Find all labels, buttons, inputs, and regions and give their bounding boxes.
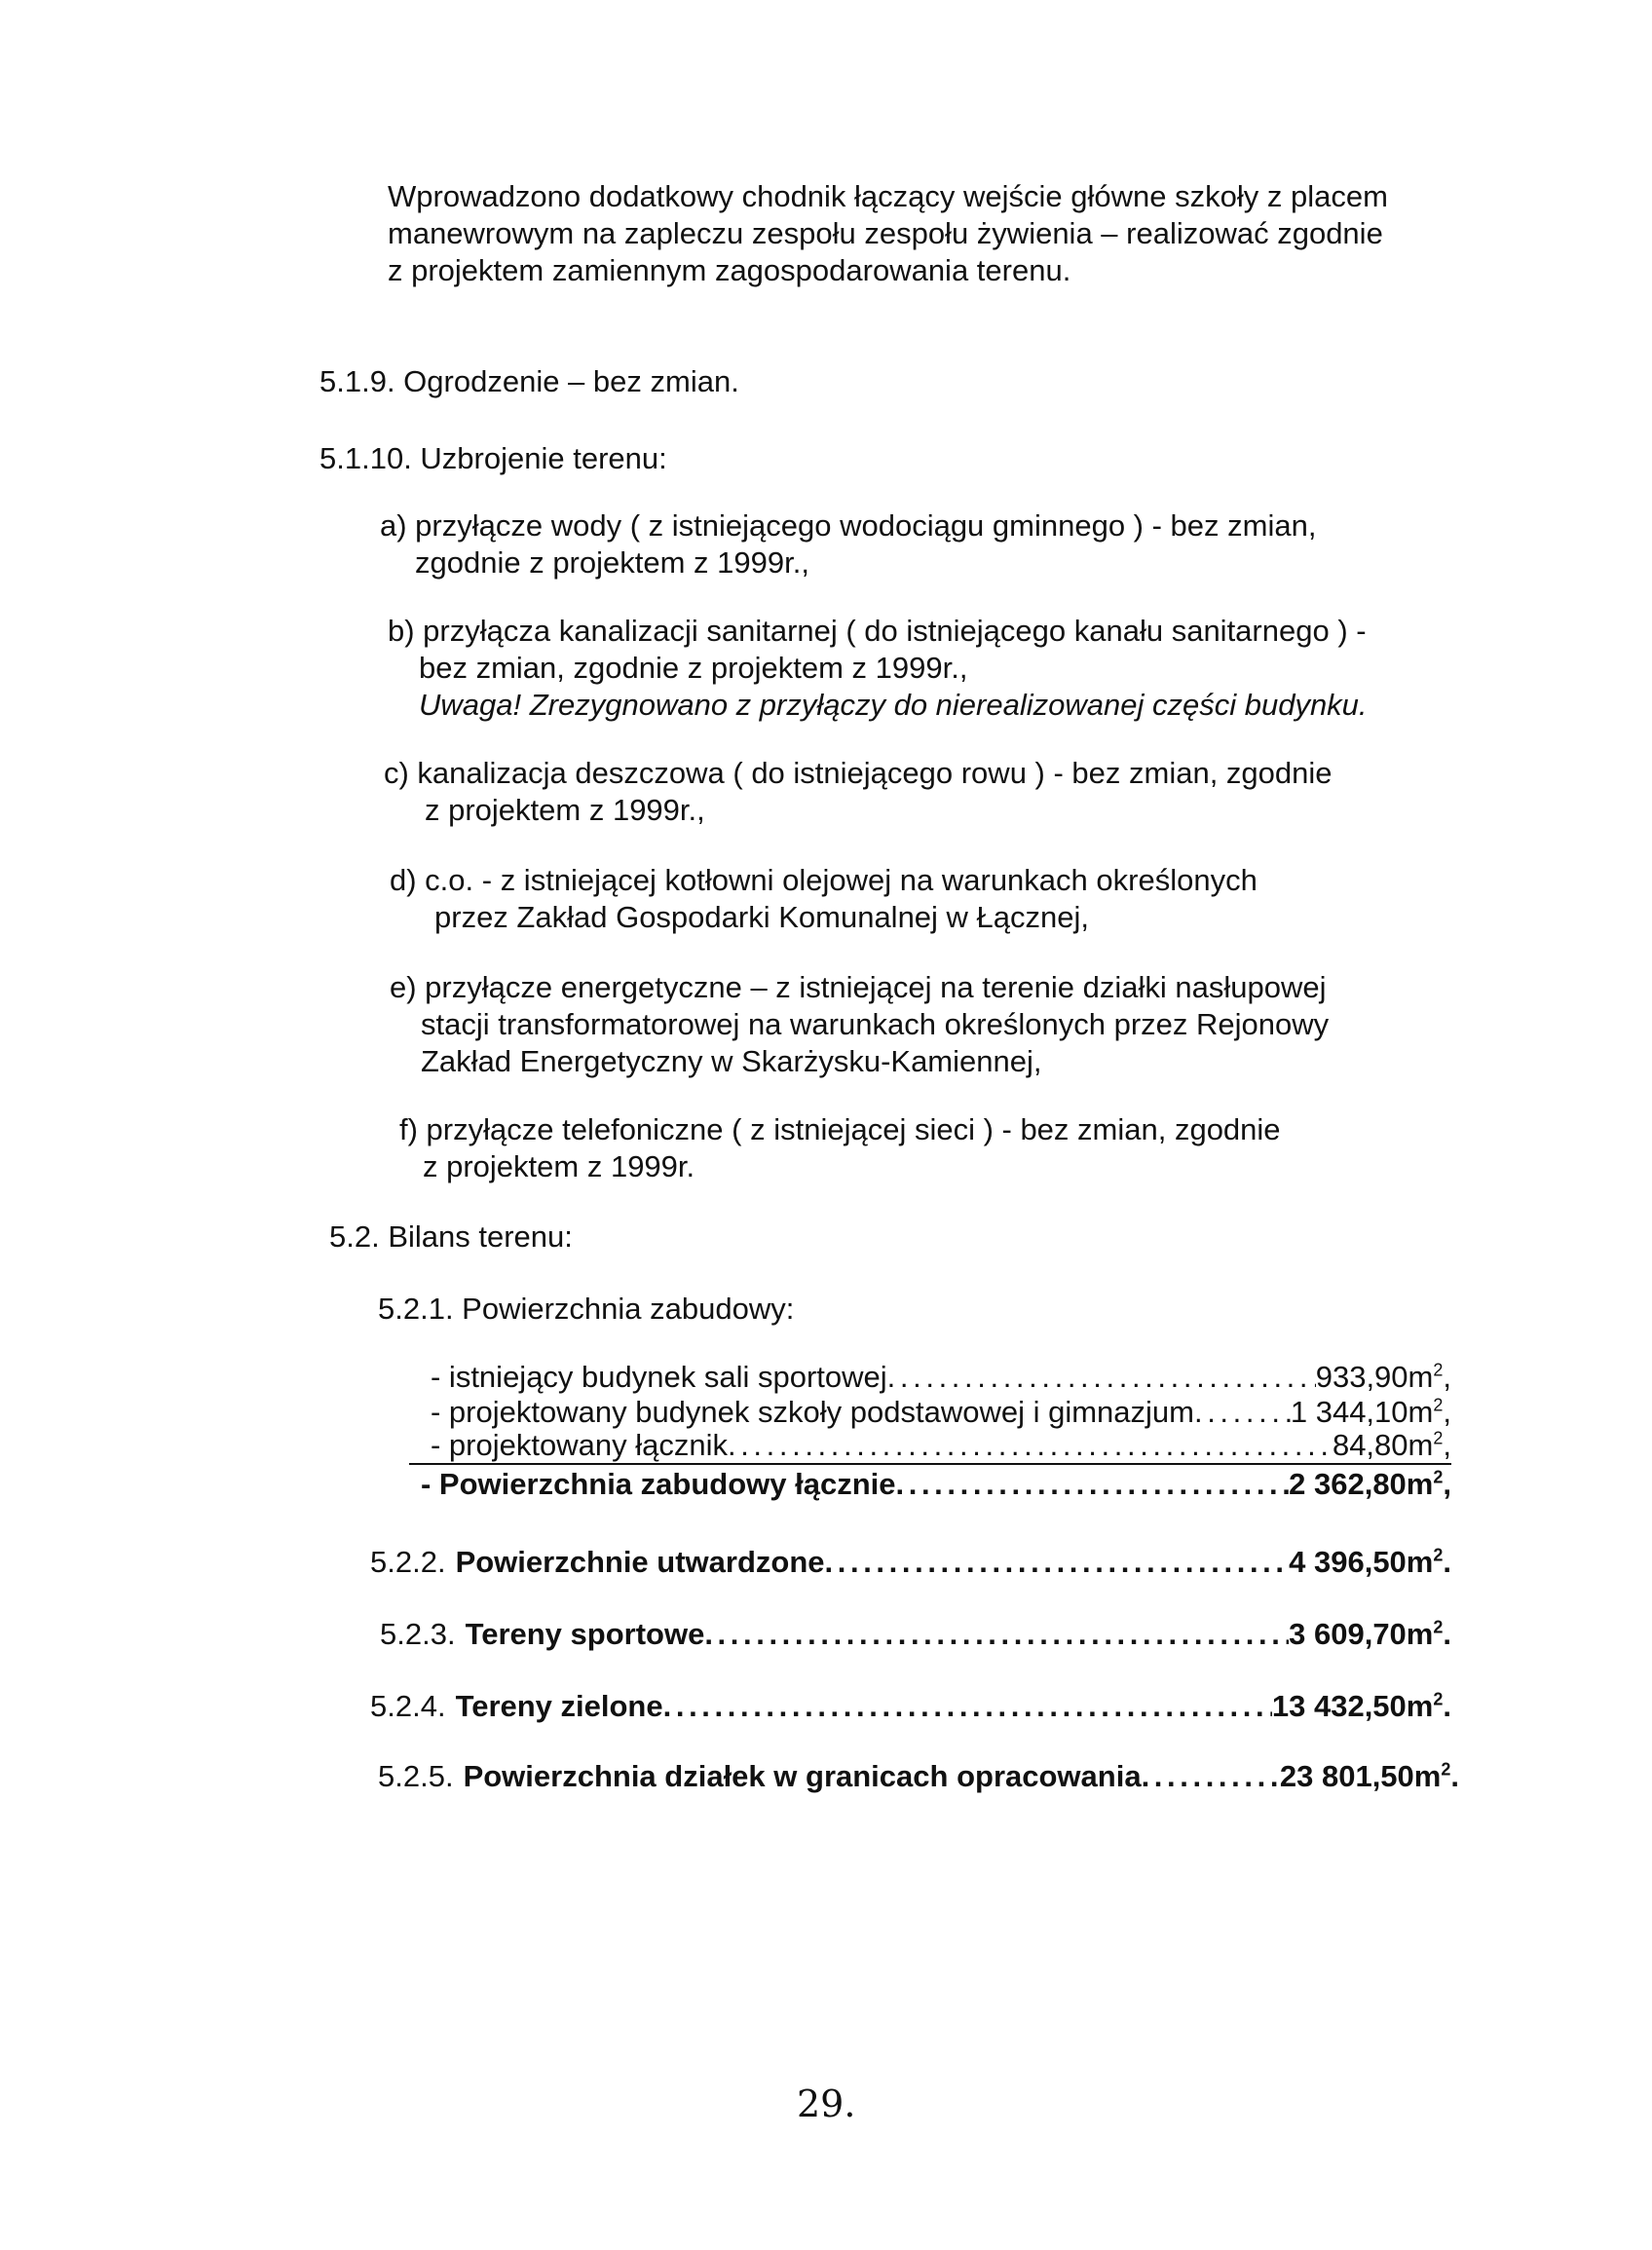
summary-value: 13 $432,50m^2$. bbox=[1271, 1689, 1451, 1723]
summary-value: 23 $801,50m^2$. bbox=[1279, 1759, 1459, 1793]
dot-leader bbox=[704, 1617, 1289, 1652]
item-f-line-1: f) przyłącze telefoniczne ( z istniejącej sieci ) - bez zmian, zgodnie bbox=[399, 1112, 1281, 1146]
area-total bbox=[421, 1467, 1451, 1502]
summary-row-5-2-5 bbox=[378, 1759, 1459, 1794]
summary-number: 5.2.2. bbox=[370, 1545, 446, 1579]
summary-number: 5.2.4. bbox=[370, 1689, 446, 1723]
summary-row-5-2-4 bbox=[370, 1689, 1451, 1724]
area-total-label: - Powierzchnia zabudowy łącznie bbox=[421, 1467, 896, 1501]
summary-number: 5.2.5. bbox=[378, 1759, 454, 1793]
dot-leader bbox=[728, 1428, 1333, 1463]
item-f-line-2: z projektem z 1999r. bbox=[423, 1149, 695, 1183]
intro-line-1: Wprowadzono dodatkowy chodnik łączący wejście główne szkoły z placem bbox=[388, 179, 1388, 213]
area-item-label: - istniejący budynek sali sportowej bbox=[431, 1360, 887, 1394]
area-total-value: 2 $362,80m^2$, bbox=[1289, 1467, 1451, 1501]
item-b-line-1: b) przyłącza kanalizacji sanitarnej ( do istniejącego kanału sanitarnego ) - bbox=[388, 614, 1367, 648]
summary-row-5-2-3 bbox=[380, 1617, 1451, 1652]
item-c-line-2: z projektem z 1999r., bbox=[425, 793, 705, 827]
section-5-2-1-heading: 5.2.1. Powierzchnia zabudowy: bbox=[378, 1292, 795, 1326]
item-d-line-2: przez Zakład Gospodarki Komunalnej w Łącznej, bbox=[434, 900, 1090, 934]
area-item-value: 1 $344,10m^2$, bbox=[1290, 1395, 1451, 1429]
item-e-line-3: Zakład Energetyczny w Skarżysku-Kamiennej, bbox=[421, 1044, 1042, 1078]
summary-value: 4 $396,50m^2$. bbox=[1289, 1545, 1451, 1579]
dot-leader bbox=[1194, 1395, 1291, 1430]
item-d-line-1: d) c.o. - z istniejącej kotłowni olejowej na warunkach określonych bbox=[390, 863, 1258, 897]
dot-leader bbox=[887, 1360, 1316, 1395]
dot-leader bbox=[1142, 1759, 1280, 1794]
summary-label: Tereny sportowe bbox=[465, 1617, 705, 1651]
summary-label: Tereny zielone bbox=[455, 1689, 663, 1723]
area-item-3 bbox=[409, 1428, 1451, 1465]
summary-label: Powierzchnie utwardzone bbox=[455, 1545, 825, 1579]
area-item-2 bbox=[431, 1395, 1451, 1430]
summary-number: 5.2.3. bbox=[380, 1617, 456, 1651]
intro-line-3: z projektem zamiennym zagospodarowania terenu. bbox=[388, 253, 1071, 287]
item-e-line-2: stacji transformatorowej na warunkach określonych przez Rejonowy bbox=[421, 1007, 1330, 1041]
area-item-label: - projektowany budynek szkoły podstawowej i gimnazjum bbox=[431, 1395, 1194, 1429]
item-a-line-2: zgodnie z projektem z 1999r., bbox=[415, 545, 809, 580]
area-item-1 bbox=[431, 1360, 1451, 1395]
item-c-line-1: c) kanalizacja deszczowa ( do istniejącego rowu ) - bez zmian, zgodnie bbox=[384, 756, 1333, 790]
page-number: 29. bbox=[797, 2082, 856, 2125]
summary-row-5-2-2 bbox=[370, 1545, 1451, 1580]
dot-leader bbox=[896, 1467, 1290, 1502]
item-b-note: Uwaga! Zrezygnowano z przyłączy do nierealizowanej części budynku. bbox=[419, 688, 1368, 722]
section-5-1-9: 5.1.9. Ogrodzenie – bez zmian. bbox=[319, 364, 739, 398]
summary-label: Powierzchnia działek w granicach opracowania bbox=[463, 1759, 1142, 1793]
area-item-label: - projektowany łącznik bbox=[431, 1428, 728, 1462]
dot-leader bbox=[663, 1689, 1272, 1724]
intro-line-2: manewrowym na zapleczu zespołu zespołu żywienia – realizować zgodnie bbox=[388, 216, 1383, 250]
area-item-value: $933,90m^2$, bbox=[1315, 1360, 1451, 1394]
item-b-line-2: bez zmian, zgodnie z projektem z 1999r., bbox=[419, 651, 968, 685]
section-5-2: 5.2. Bilans terenu: bbox=[329, 1219, 573, 1254]
item-e-line-1: e) przyłącze energetyczne – z istniejącej na terenie działki nasłupowej bbox=[390, 970, 1327, 1004]
dot-leader bbox=[825, 1545, 1290, 1580]
item-a-line-1: a) przyłącze wody ( z istniejącego wodociągu gminnego ) - bez zmian, bbox=[380, 508, 1317, 543]
area-item-value: $84,80m^2$, bbox=[1332, 1428, 1451, 1462]
section-5-1-10-heading: 5.1.10. Uzbrojenie terenu: bbox=[319, 441, 667, 475]
summary-value: 3 $609,70m^2$. bbox=[1289, 1617, 1451, 1651]
